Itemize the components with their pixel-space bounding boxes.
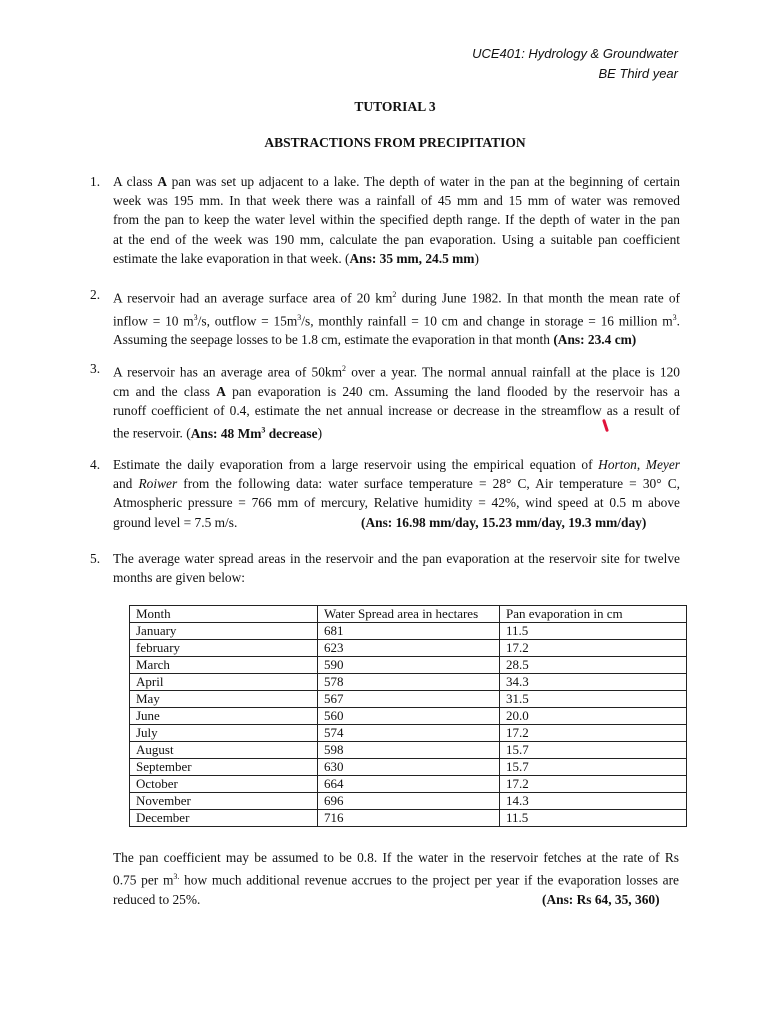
question-number: 2.: [90, 287, 101, 302]
question-line: from the pan to keep the water level within the specified depth range. If the depth of water in the pan: [113, 212, 680, 228]
table-cell: August: [130, 742, 318, 759]
question-5-continuation: [113, 848, 679, 909]
answer: (Ans: 16.98 mm/day, 15.23 mm/day, 19.3 mm/day): [361, 514, 647, 530]
footer-text: reduced to 25%.: [113, 891, 201, 907]
question-4: [90, 455, 680, 532]
question-line: the reservoir. (Ans: 48 Mm$^3$ decrease): [113, 425, 323, 441]
question-line: A class A pan was set up adjacent to a lake. The depth of water in the pan at the beginning of certain: [113, 174, 680, 189]
column-header: Month: [130, 606, 318, 623]
footer-line: [113, 890, 679, 909]
table-row: [130, 742, 687, 759]
course-code: UCE401: Hydrology & Groundwater: [472, 46, 678, 61]
question-number: 3.: [90, 361, 101, 376]
table-cell: July: [130, 725, 318, 742]
table-row: [130, 623, 687, 640]
question-line: The average water spread areas in the reservoir and the pan evaporation at the reservoir site for twelve: [113, 551, 680, 566]
table-row: [130, 810, 687, 827]
question-2: [90, 285, 680, 350]
table-row: [130, 725, 687, 742]
question-line: A reservoir had an average surface area of 20 $km^2$ during June 1982. In that month the mean rate of: [113, 290, 680, 306]
table-cell: December: [130, 810, 318, 827]
table-cell: 578: [318, 674, 500, 691]
question-3: [90, 359, 680, 443]
question-number: 1.: [90, 174, 101, 189]
question-line: runoff coefficient of 0.4, estimate the net annual increase or decrease in the streamflow as a result of: [113, 402, 680, 418]
table-row: [130, 674, 687, 691]
table-cell: January: [130, 623, 318, 640]
table-row: [130, 640, 687, 657]
table-cell: November: [130, 793, 318, 810]
evaporation-table: [129, 605, 687, 827]
table-cell: 598: [318, 742, 500, 759]
table-cell: June: [130, 708, 318, 725]
question-line: months are given below:: [113, 570, 246, 586]
table-cell: 11.5: [500, 623, 687, 640]
table-cell: 31.5: [500, 691, 687, 708]
table-cell: 681: [318, 623, 500, 640]
table-cell: 567: [318, 691, 500, 708]
course-header: [472, 44, 678, 84]
table-cell: September: [130, 759, 318, 776]
table-row: [130, 759, 687, 776]
table-cell: 17.2: [500, 725, 687, 742]
table-row: [130, 691, 687, 708]
question-number: 5.: [90, 551, 101, 566]
question-line: Assuming the seepage losses to be 1.8 cm, estimate the evaporation in that month (Ans: 23.4 cm): [113, 332, 637, 348]
table-header-row: [130, 606, 687, 623]
question-line: A reservoir has an average area of $50km^2$ over a year. The normal annual rainfall at the place is 120: [113, 364, 680, 380]
table-cell: february: [130, 640, 318, 657]
table-cell: 17.2: [500, 640, 687, 657]
table-cell: 14.3: [500, 793, 687, 810]
table-row: [130, 708, 687, 725]
question-line: Atmospheric pressure = 766 mm of mercury, Relative humidity = 42%, wind speed at 0.5 m above: [113, 495, 680, 511]
footer-line: 0.75 per $m^{3.}$ how much additional revenue accrues to the project per year if the evaporation losses are: [113, 872, 679, 888]
question-number: 4.: [90, 457, 101, 472]
question-line: Estimate the daily evaporation from a large reservoir using the empirical equation of Horton, Meyer: [113, 457, 680, 472]
table-cell: 574: [318, 725, 500, 742]
tutorial-subtitle: ABSTRACTIONS FROM PRECIPITATION: [264, 135, 526, 150]
table-cell: 696: [318, 793, 500, 810]
table-cell: March: [130, 657, 318, 674]
table-cell: 664: [318, 776, 500, 793]
question-text: ground level = 7.5 m/s.: [113, 514, 238, 530]
course-year: BE Third year: [598, 66, 678, 81]
table-cell: 630: [318, 759, 500, 776]
column-header: Water Spread area in hectares: [318, 606, 500, 623]
column-header: Pan evaporation in cm: [500, 606, 687, 623]
question-1: [90, 172, 680, 268]
question-5: [90, 549, 680, 587]
tutorial-title: TUTORIAL 3: [354, 99, 436, 114]
table-cell: April: [130, 674, 318, 691]
table-cell: 34.3: [500, 674, 687, 691]
table-cell: 15.7: [500, 759, 687, 776]
table-row: [130, 657, 687, 674]
question-line: and Roiwer from the following data: water surface temperature = 28° C, Air temperature = 30° C,: [113, 476, 681, 492]
table-cell: October: [130, 776, 318, 793]
table-cell: 11.5: [500, 810, 687, 827]
table-cell: 716: [318, 810, 500, 827]
footer-line: The pan coefficient may be assumed to be 0.8. If the water in the reservoir fetches at the rate of Rs: [113, 850, 679, 865]
table-cell: 590: [318, 657, 500, 674]
table-cell: 20.0: [500, 708, 687, 725]
table-cell: 623: [318, 640, 500, 657]
question-line: at the end of the week was 190 mm, calculate the pan evaporation. Using a suitable pan coefficient: [113, 231, 680, 247]
table-cell: 17.2: [500, 776, 687, 793]
table-cell: May: [130, 691, 318, 708]
question-line: [113, 513, 680, 532]
table-row: [130, 793, 687, 810]
table-row: [130, 776, 687, 793]
question-line: estimate the lake evaporation in that week. (Ans: 35 mm, 24.5 mm): [113, 250, 479, 266]
question-line: cm and the class A pan evaporation is 240 cm. Assuming the land flooded by the reservoir has a: [113, 383, 680, 399]
table-cell: 28.5: [500, 657, 687, 674]
table-cell: 560: [318, 708, 500, 725]
table-cell: 15.7: [500, 742, 687, 759]
answer: (Ans: Rs 64, 35, 360): [542, 891, 660, 907]
question-line: week was 195 mm. In that week there was a rainfall of 45 mm and 15 mm of water was removed: [113, 193, 680, 209]
question-line: inflow = 10 $m^3/s$, outflow = $15m^3/s$, monthly rainfall = 10 cm and change in storage = 16 million $m^3$.: [113, 312, 680, 329]
